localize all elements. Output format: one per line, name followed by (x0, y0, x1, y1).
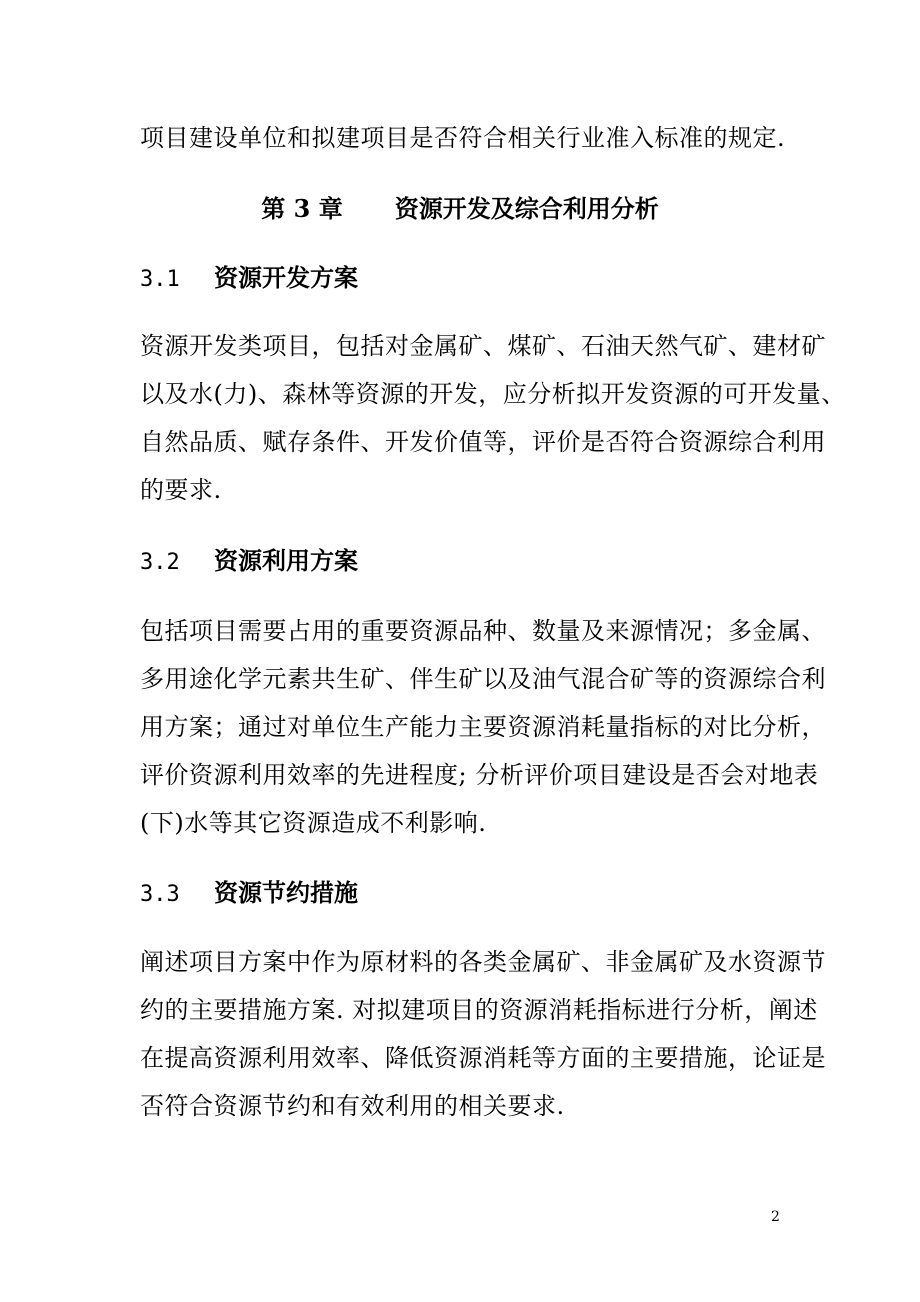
paragraph-line: 包括项目需要占用的重要资源品种、数量及来源情况；多金属、 (140, 617, 826, 645)
page-number: 2 (771, 1209, 780, 1225)
paragraph-line: 阐述项目方案中作为原材料的各类金属矿、非金属矿及水资源节 (140, 948, 826, 976)
paragraph-line: 在提高资源利用效率、降低资源消耗等方面的主要措施，论证是 (140, 1044, 826, 1072)
section-title: 资源开发方案 (214, 263, 358, 292)
paragraph-line: 的要求. (140, 476, 222, 504)
section-heading-3-1 (140, 258, 358, 300)
section-number: 3.1 (140, 267, 180, 292)
paragraph-line: 项目建设单位和拟建项目是否符合相关行业准入标准的规定. (140, 124, 786, 152)
section-paragraph-3-2 (140, 607, 826, 847)
chapter-title (0, 189, 920, 229)
section-title: 资源节约措施 (214, 878, 358, 907)
paragraph-line: 否符合资源节约和有效利用的相关要求. (140, 1092, 565, 1120)
paragraph-line: 约的主要措施方案. 对拟建项目的资源消耗指标进行分析，阐述 (140, 996, 818, 1024)
section-number: 3.3 (140, 882, 180, 907)
section-paragraph-3-3 (140, 938, 826, 1130)
section-number: 3.2 (140, 550, 180, 575)
chapter-number: 第 3 章 (261, 194, 343, 223)
paragraph-line: (下)水等其它资源造成不利影响. (140, 809, 487, 837)
section-paragraph-3-1 (140, 322, 846, 514)
paragraph-line: 多用途化学元素共生矿、伴生矿以及油气混合矿等的资源综合利 (140, 665, 826, 693)
section-heading-3-3 (140, 873, 358, 915)
section-heading-3-2 (140, 541, 358, 583)
intro-paragraph (140, 114, 820, 162)
paragraph-line: 评价资源利用效率的先进程度; 分析评价项目建设是否会对地表 (140, 761, 819, 789)
paragraph-line: 自然品质、赋存条件、开发价值等，评价是否符合资源综合利用 (140, 428, 826, 456)
paragraph-line: 以及水(力)、森林等资源的开发，应分析拟开发资源的可开发量、 (140, 380, 846, 408)
chapter-title-text: 资源开发及综合利用分析 (394, 194, 659, 223)
paragraph-line: 资源开发类项目，包括对金属矿、煤矿、石油天然气矿、建材矿 (140, 332, 826, 360)
paragraph-line: 用方案；通过对单位生产能力主要资源消耗量指标的对比分析， (140, 713, 826, 741)
section-title: 资源利用方案 (214, 546, 358, 575)
